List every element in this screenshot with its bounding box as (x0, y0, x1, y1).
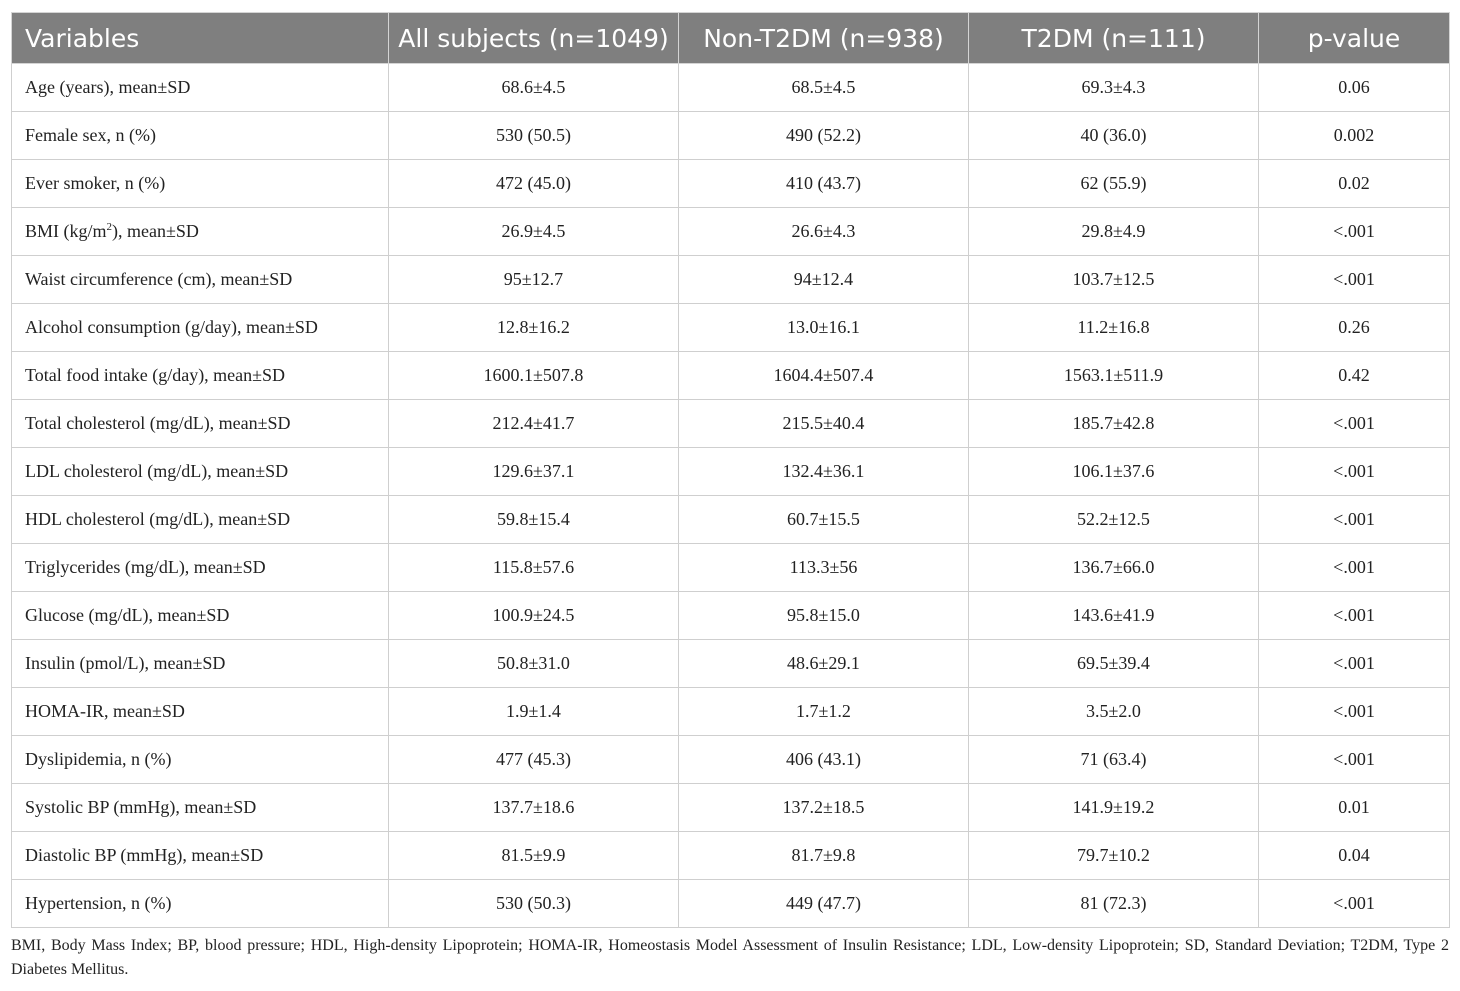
row-label: Total cholesterol (mg/dL), mean±SD (12, 400, 389, 448)
cell-non-t2dm: 68.5±4.5 (679, 64, 969, 112)
cell-all-subjects: 68.6±4.5 (389, 64, 679, 112)
cell-t2dm: 79.7±10.2 (969, 832, 1259, 880)
cell-p-value: 0.26 (1259, 304, 1450, 352)
row-label (12, 208, 389, 256)
table-row (12, 880, 1450, 928)
cell-p-value: <.001 (1259, 208, 1450, 256)
cell-p-value: 0.04 (1259, 832, 1450, 880)
row-label: Dyslipidemia, n (%) (12, 736, 389, 784)
cell-p-value: 0.01 (1259, 784, 1450, 832)
characteristics-table (11, 12, 1450, 928)
row-label: HOMA-IR, mean±SD (12, 688, 389, 736)
characteristics-table-container (11, 12, 1449, 928)
cell-p-value: 0.42 (1259, 352, 1450, 400)
cell-non-t2dm: 13.0±16.1 (679, 304, 969, 352)
cell-t2dm: 81 (72.3) (969, 880, 1259, 928)
cell-p-value: <.001 (1259, 880, 1450, 928)
cell-p-value: <.001 (1259, 736, 1450, 784)
row-label: Hypertension, n (%) (12, 880, 389, 928)
cell-all-subjects: 137.7±18.6 (389, 784, 679, 832)
cell-non-t2dm: 81.7±9.8 (679, 832, 969, 880)
cell-all-subjects: 1600.1±507.8 (389, 352, 679, 400)
table-row (12, 352, 1450, 400)
row-label: Systolic BP (mmHg), mean±SD (12, 784, 389, 832)
row-label-bmi-superscript: 2 (106, 221, 113, 233)
cell-p-value: 0.02 (1259, 160, 1450, 208)
cell-t2dm: 136.7±66.0 (969, 544, 1259, 592)
table-row (12, 688, 1450, 736)
row-label: HDL cholesterol (mg/dL), mean±SD (12, 496, 389, 544)
cell-all-subjects: 212.4±41.7 (389, 400, 679, 448)
table-row (12, 208, 1450, 256)
cell-non-t2dm: 1604.4±507.4 (679, 352, 969, 400)
cell-all-subjects: 115.8±57.6 (389, 544, 679, 592)
row-label: Female sex, n (%) (12, 112, 389, 160)
cell-all-subjects: 1.9±1.4 (389, 688, 679, 736)
cell-t2dm: 3.5±2.0 (969, 688, 1259, 736)
table-row (12, 736, 1450, 784)
cell-all-subjects: 472 (45.0) (389, 160, 679, 208)
table-row (12, 160, 1450, 208)
cell-non-t2dm: 449 (47.7) (679, 880, 969, 928)
cell-t2dm: 29.8±4.9 (969, 208, 1259, 256)
table-row (12, 592, 1450, 640)
row-label: Triglycerides (mg/dL), mean±SD (12, 544, 389, 592)
cell-non-t2dm: 406 (43.1) (679, 736, 969, 784)
header-all-subjects: All subjects (n=1049) (389, 13, 679, 64)
cell-p-value: <.001 (1259, 544, 1450, 592)
cell-all-subjects: 100.9±24.5 (389, 592, 679, 640)
cell-t2dm: 103.7±12.5 (969, 256, 1259, 304)
cell-p-value: <.001 (1259, 256, 1450, 304)
row-label: LDL cholesterol (mg/dL), mean±SD (12, 448, 389, 496)
cell-t2dm: 143.6±41.9 (969, 592, 1259, 640)
cell-p-value: <.001 (1259, 400, 1450, 448)
row-label: Age (years), mean±SD (12, 64, 389, 112)
row-label: Total food intake (g/day), mean±SD (12, 352, 389, 400)
cell-all-subjects: 95±12.7 (389, 256, 679, 304)
cell-non-t2dm: 60.7±15.5 (679, 496, 969, 544)
cell-all-subjects: 530 (50.3) (389, 880, 679, 928)
cell-all-subjects: 129.6±37.1 (389, 448, 679, 496)
cell-all-subjects: 59.8±15.4 (389, 496, 679, 544)
row-label: Alcohol consumption (g/day), mean±SD (12, 304, 389, 352)
cell-t2dm: 185.7±42.8 (969, 400, 1259, 448)
cell-non-t2dm: 95.8±15.0 (679, 592, 969, 640)
table-row (12, 400, 1450, 448)
cell-non-t2dm: 48.6±29.1 (679, 640, 969, 688)
table-row (12, 112, 1450, 160)
row-label-bmi-suffix: ), mean±SD (112, 221, 199, 241)
row-label-bmi-prefix: BMI (kg/m (25, 221, 107, 241)
cell-t2dm: 106.1±37.6 (969, 448, 1259, 496)
header-non-t2dm: Non-T2DM (n=938) (679, 13, 969, 64)
cell-non-t2dm: 132.4±36.1 (679, 448, 969, 496)
cell-non-t2dm: 490 (52.2) (679, 112, 969, 160)
cell-p-value: <.001 (1259, 688, 1450, 736)
cell-non-t2dm: 1.7±1.2 (679, 688, 969, 736)
table-header-row (12, 13, 1450, 64)
cell-all-subjects: 12.8±16.2 (389, 304, 679, 352)
cell-t2dm: 69.5±39.4 (969, 640, 1259, 688)
cell-t2dm: 62 (55.9) (969, 160, 1259, 208)
table-row (12, 544, 1450, 592)
cell-all-subjects: 26.9±4.5 (389, 208, 679, 256)
table-footnote: BMI, Body Mass Index; BP, blood pressure; HDL, High-density Lipoprotein; HOMA-IR, Homeostasis Model Assessment of Insulin Resistance; LDL, Low-density Lipoprotein; SD, Standard Deviation; T2DM, Type 2 Diabetes Mellitus. (11, 937, 1449, 978)
cell-t2dm: 141.9±19.2 (969, 784, 1259, 832)
cell-t2dm: 1563.1±511.9 (969, 352, 1259, 400)
cell-all-subjects: 530 (50.5) (389, 112, 679, 160)
table-row (12, 832, 1450, 880)
cell-all-subjects: 81.5±9.9 (389, 832, 679, 880)
cell-non-t2dm: 113.3±56 (679, 544, 969, 592)
cell-t2dm: 69.3±4.3 (969, 64, 1259, 112)
cell-p-value: 0.002 (1259, 112, 1450, 160)
cell-p-value: <.001 (1259, 640, 1450, 688)
cell-p-value: <.001 (1259, 592, 1450, 640)
cell-non-t2dm: 26.6±4.3 (679, 208, 969, 256)
row-label: Ever smoker, n (%) (12, 160, 389, 208)
row-label: Waist circumference (cm), mean±SD (12, 256, 389, 304)
table-row (12, 304, 1450, 352)
row-label: Insulin (pmol/L), mean±SD (12, 640, 389, 688)
cell-p-value: <.001 (1259, 496, 1450, 544)
cell-non-t2dm: 94±12.4 (679, 256, 969, 304)
cell-non-t2dm: 410 (43.7) (679, 160, 969, 208)
row-label: Diastolic BP (mmHg), mean±SD (12, 832, 389, 880)
table-row (12, 64, 1450, 112)
table-row (12, 640, 1450, 688)
table-row (12, 448, 1450, 496)
cell-non-t2dm: 137.2±18.5 (679, 784, 969, 832)
table-row (12, 256, 1450, 304)
header-variables: Variables (12, 13, 389, 64)
cell-t2dm: 71 (63.4) (969, 736, 1259, 784)
table-row (12, 496, 1450, 544)
cell-all-subjects: 50.8±31.0 (389, 640, 679, 688)
cell-t2dm: 40 (36.0) (969, 112, 1259, 160)
cell-t2dm: 11.2±16.8 (969, 304, 1259, 352)
row-label: Glucose (mg/dL), mean±SD (12, 592, 389, 640)
cell-non-t2dm: 215.5±40.4 (679, 400, 969, 448)
header-p-value: p-value (1259, 13, 1450, 64)
table-row (12, 784, 1450, 832)
cell-p-value: 0.06 (1259, 64, 1450, 112)
cell-p-value: <.001 (1259, 448, 1450, 496)
header-t2dm: T2DM (n=111) (969, 13, 1259, 64)
cell-all-subjects: 477 (45.3) (389, 736, 679, 784)
cell-t2dm: 52.2±12.5 (969, 496, 1259, 544)
